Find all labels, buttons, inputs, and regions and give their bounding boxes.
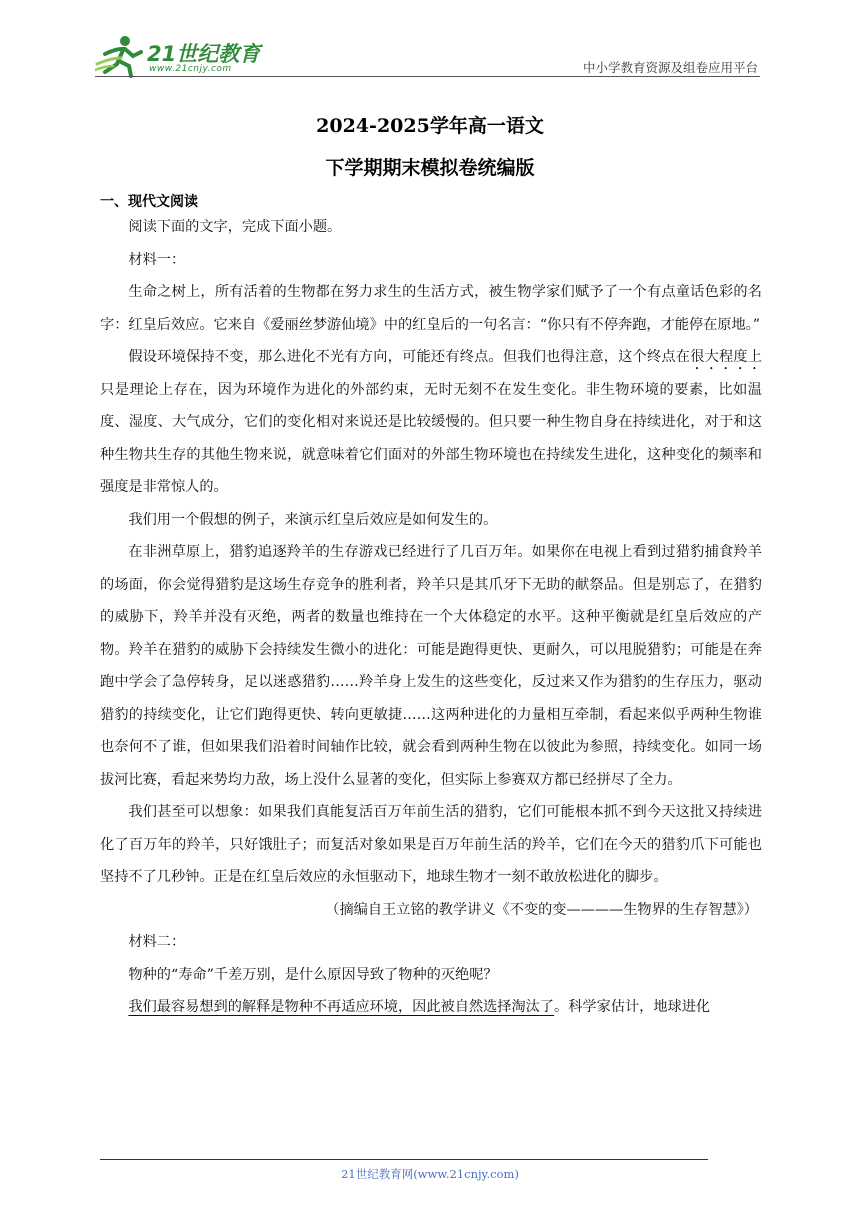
material1-label: 材料一：: [128, 251, 186, 268]
footer-link[interactable]: 21世纪教育网(www.21cnjy.com): [341, 1167, 519, 1181]
paragraph: [100, 341, 762, 504]
paragraph-text: 假设环境保持不变，那么进化不光有方向，可能还有终点。但我们也得注意，这个终点在: [128, 349, 691, 365]
paragraph: 物种的“寿命”千差万别，是什么原因导致了物种的灭绝呢？: [128, 966, 498, 983]
paragraph: 在非洲草原上，猎豹追逐羚羊的生存游戏已经进行了几百万年。如果你在电视上看到过猎豹捕食羚羊的场面，你会觉得猎豹是这场生存竞争的胜利者，羚羊只是其爪牙下无助的献祭品。但是别忘了，在猎豹的威胁下，羚羊并没有灭绝，两者的数量也维持在一个大体稳定的水平。这种平衡就是红皇后效应的产物。羚羊在猎豹的威胁下会持续发生微小的进化：可能是跑得更快、更耐久，可以甩脱猎豹；可能是在奔跑中学会了急停转身，足以迷惑猎豹……羚羊身上发生的这些变化，反过来又作为猎豹的生存压力，驱动猎豹的持续变化，让它们跑得更快、转向更敏捷……这两种进化的力量相互牵制，看起来似乎两种生物谁也奈何不了谁，但如果我们沿着时间轴作比较，就会看到两种生物在以彼此为参照，持续变化。如同一场拔河比赛，看起来势均力敌，场上没什么显著的变化，但实际上参赛双方都已经拼尽了全力。: [100, 544, 762, 788]
paragraph: 我们用一个假想的例子，来演示红皇后效应是如何发生的。: [128, 511, 498, 528]
citation: （摘编自王立铭的教学讲义《不变的变————生物界的生存智慧》）: [325, 901, 758, 918]
section-heading: 一、现代文阅读: [100, 194, 198, 210]
footer-divider: [100, 1159, 708, 1160]
underlined-sentence: 我们最容易想到的解释是物种不再适应环境，因此被自然选择淘汰了: [128, 999, 555, 1015]
paragraph-text: 。科学家估计，地球进化: [554, 999, 711, 1015]
paragraph: [100, 991, 762, 1024]
exam-subtitle: 下学期期末模拟卷统编版: [325, 157, 535, 179]
logo-url: www.21cnjy.com: [149, 64, 232, 74]
paragraph: 我们甚至可以想象：如果我们真能复活百万年前生活的猎豹，它们可能根本抓不到今天这批又持续进化了百万年的羚羊，只好饿肚子；而复活对象如果是百万年前生活的羚羊，它们在今天的猎豹爪下可能也坚持不了几秒钟。正是在红皇后效应的永恒驱动下，地球生物才一刻不敢放松进化的脚步。: [100, 804, 762, 885]
paragraph-text: 只是理论上存在，因为环境作为进化的外部约束，无时无刻不在发生变化。非生物环境的要素，比如温度、湿度、大气成分，它们的变化相对来说还是比较缓慢的。但只要一种生物自身在持续进化，对于和这种生物共生存的其他生物来说，就意味着它们面对的外部生物环境也在持续发生进化，这种变化的频率和强度是非常惊人的。: [100, 381, 762, 495]
logo-text: 21世纪教育: [147, 42, 261, 66]
platform-name: 中小学教育资源及组卷应用平台: [582, 60, 758, 75]
runner-logo-icon: [95, 34, 147, 78]
material2-label: 材料二：: [128, 934, 186, 950]
exam-title: 2024-2025学年高一语文: [316, 115, 544, 137]
page-header: [95, 30, 760, 80]
paragraph: 生命之树上，所有活着的生物都在努力求生的生活方式，被生物学家们赋予了一个有点童话色彩的名字：红皇后效应。它来自《爱丽丝梦游仙境》中的红皇后的一句名言：“你只有不停奔跑，才能停在原地。”: [100, 284, 762, 333]
article-body: [100, 211, 762, 1024]
instruction-text: 阅读下面的文字，完成下面小题。: [128, 219, 342, 235]
site-logo[interactable]: [95, 34, 265, 80]
header-divider: [95, 76, 760, 77]
emphasized-phrase: 很大程度上: [690, 349, 762, 365]
